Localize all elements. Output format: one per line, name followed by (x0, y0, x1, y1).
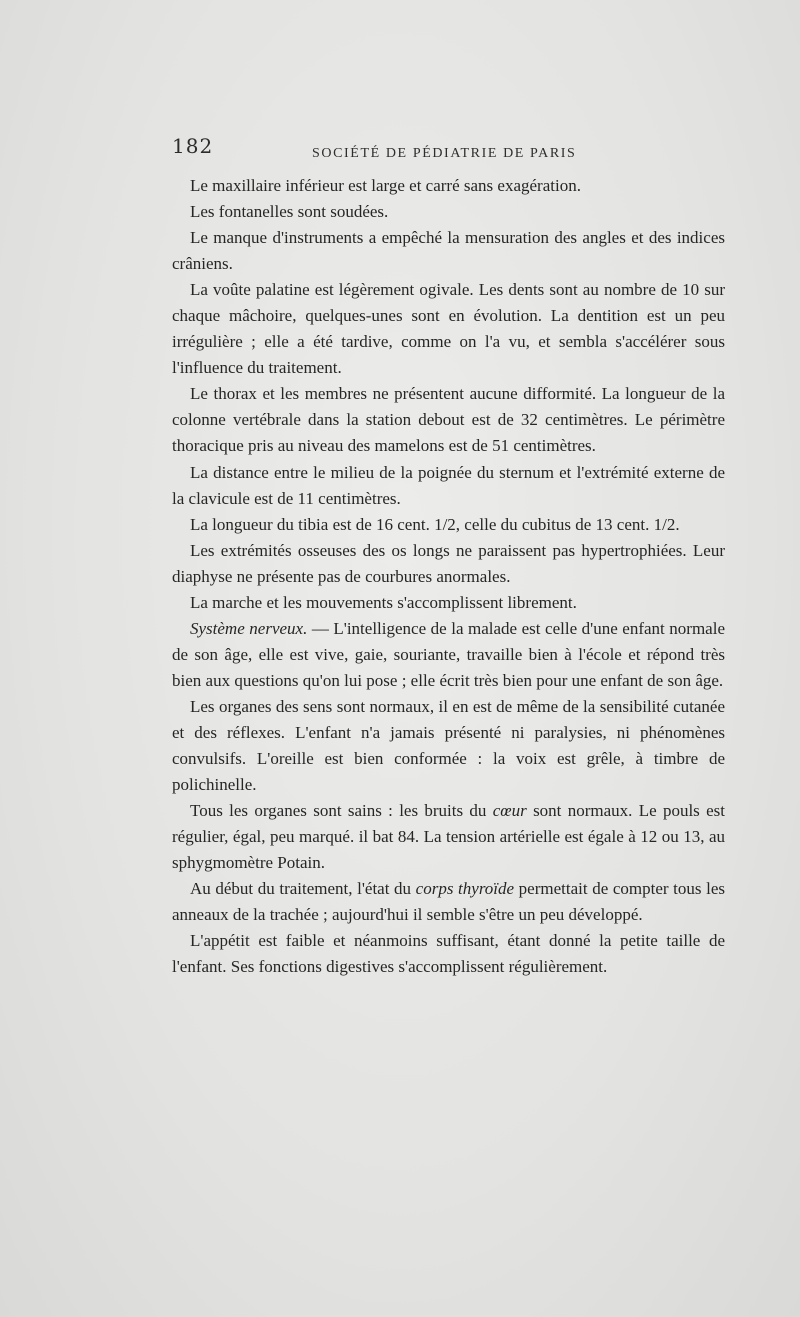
paragraph: Le maxillaire inférieur est large et carré sans exagération. (190, 176, 581, 195)
page-header (172, 134, 728, 164)
page-number: 182 (172, 134, 214, 158)
paragraph: Les extrémités osseuses des os longs ne paraissent pas hypertrophiées. Leur diaphyse ne présente pas de courbures anormales. (172, 540, 725, 586)
paragraph-text: Tous les organes sont sains : les bruits du (190, 801, 493, 821)
paragraph: La voûte palatine est légèrement ogivale. Les dents sont au nombre de 10 sur chaque mâchoire, quelques-unes sont en évolution. La dentition est un peu irrégulière ; elle a été tardive, comme on l'a vu, et sembla s'accélérer sous l'influence du traitement. (172, 280, 725, 378)
paragraph-thyroid (172, 876, 725, 928)
paragraph: La distance entre le milieu de la poignée du sternum et l'extrémité externe de la clavicule est de 11 centimètres. (172, 462, 725, 508)
paragraph-organs (172, 798, 725, 876)
paragraph: Les fontanelles sont soudées. (190, 202, 389, 222)
running-head: SOCIÉTÉ DE PÉDIATRIE DE PARIS (312, 146, 577, 161)
paragraph: La longueur du tibia est de 16 cent. 1/2, celle du cubitus de 13 cent. 1/2. (190, 514, 680, 534)
paragraph: Le manque d'instruments a empêché la mensuration des angles et des indices crâniens. (172, 228, 725, 274)
paragraph-nervous-system (172, 616, 725, 694)
paragraph: Le thorax et les membres ne présentent aucune difformité. La longueur de la colonne vertébrale dans la station debout est de 32 centimètres. Le périmètre thoracique pris au niveau des mamelons est de 51 centimètres. (172, 384, 725, 456)
section-heading-italic: Système nerveux. (190, 618, 308, 638)
italic-term: corps thyroïde (415, 879, 515, 899)
paragraph: La marche et les mouvements s'accomplissent librement. (190, 592, 577, 612)
body-text (172, 173, 725, 980)
italic-term: cœur (492, 801, 527, 821)
paragraph: L'appétit est faible et néanmoins suffisant, étant donné la petite taille de l'enfant. Ses fonctions digestives s'accomplissent régulièrement. (172, 931, 725, 977)
paragraph-text: Au début du traitement, l'état du (190, 879, 416, 899)
paragraph-text: sont normaux. Le pouls est régulier, égal, peu marqué. il bat 84. La tension artérielle est égale à 12 ou 13, au sphygmomètre Potain. (172, 801, 725, 873)
paragraph: Les organes des sens sont normaux, il en est de même de la sensibilité cutanée et des réflexes. L'enfant n'a jamais présenté ni paralysies, ni phénomènes convulsifs. L'oreille est bien conformée : la voix est grêle, à timbre de polichinelle. (172, 696, 725, 795)
paragraph-text: permettait de compter tous les anneaux de la trachée ; aujourd'hui il semble s'être un peu développé. (172, 879, 725, 925)
paragraph-text: — L'intelligence de la malade est celle d'une enfant normale de son âge, elle est vive, gaie, souriante, travaille bien à l'école et répond très bien aux questions qu'on lui pose ; elle écrit très bien pour une enfant de son âge. (172, 618, 725, 690)
